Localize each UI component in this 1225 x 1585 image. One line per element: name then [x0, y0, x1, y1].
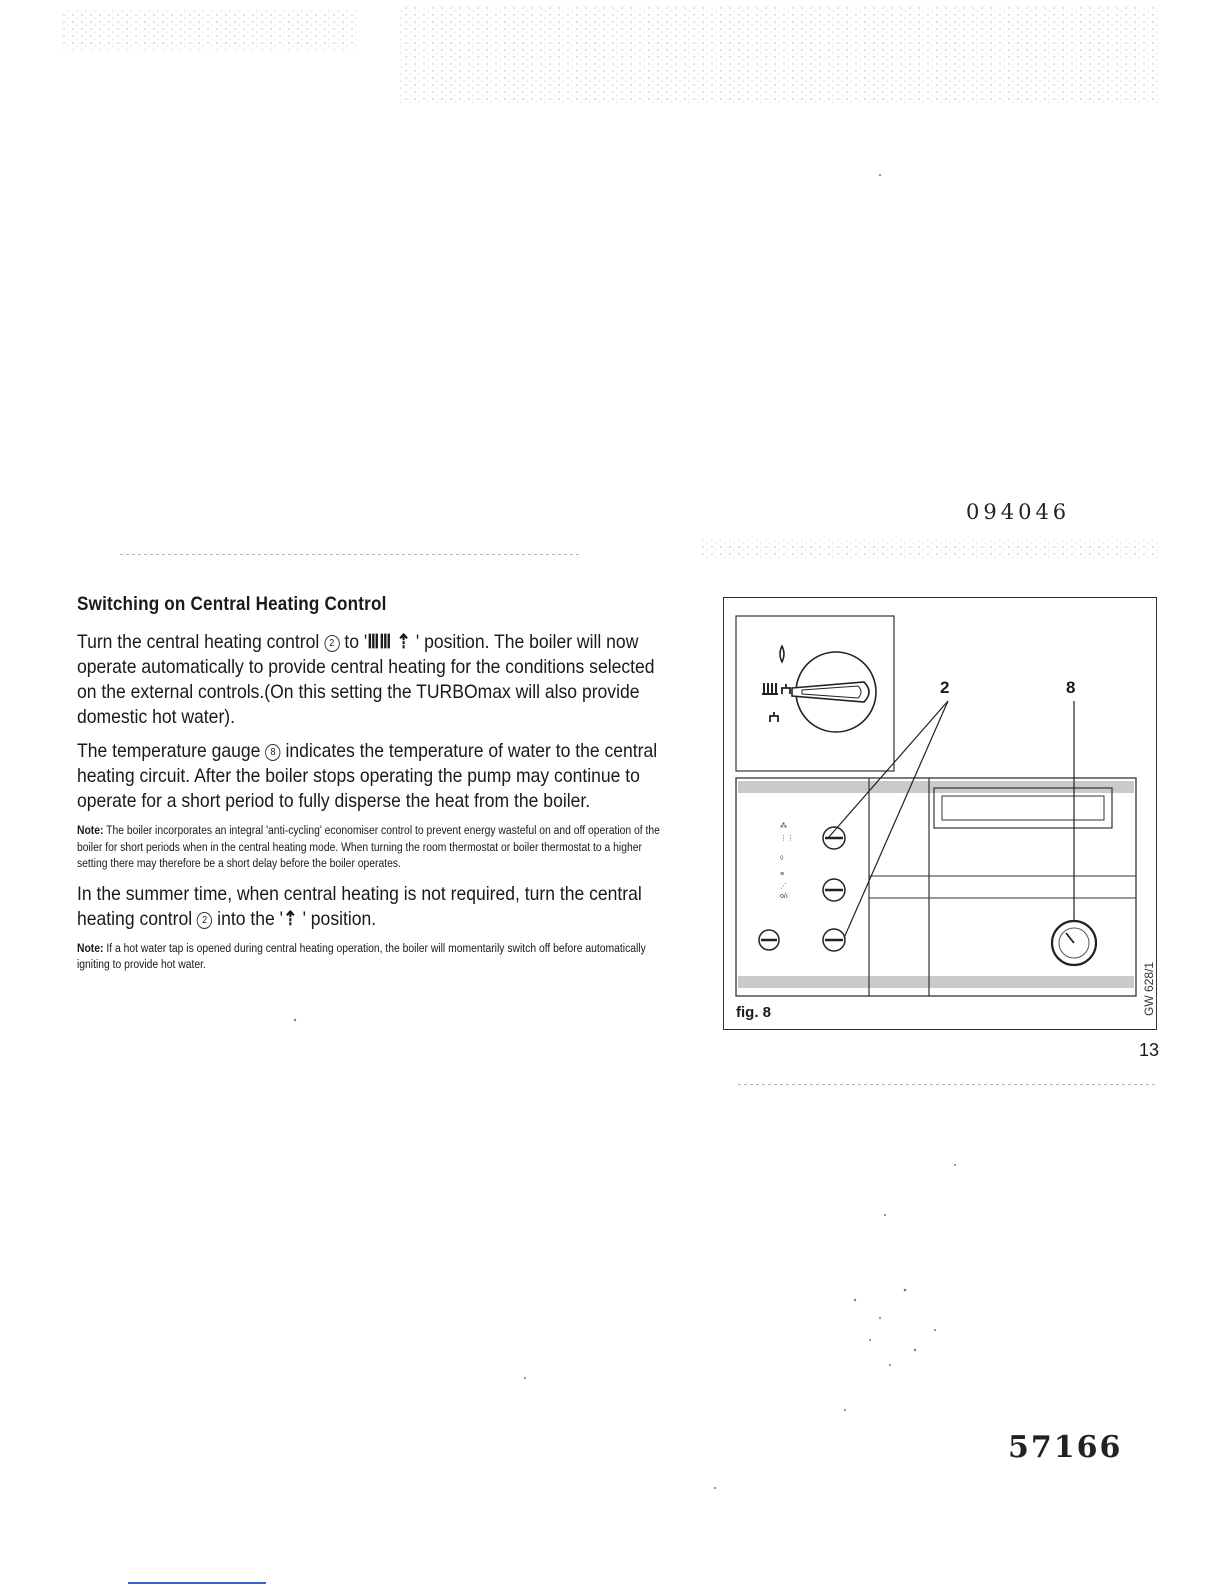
paragraph-control-operation	[77, 630, 671, 730]
paragraph-text: ' position.	[297, 907, 377, 930]
figure-control-panel	[723, 597, 1157, 1030]
paragraph-text: to '	[339, 631, 368, 653]
tap-symbol-icon: ⇡	[282, 907, 298, 930]
callout-label-2: 2	[940, 678, 950, 697]
serial-number-top: 094046	[966, 500, 1071, 524]
paragraph-text: indicates the temperature of water to the central heating circuit. After the boiler stops operating the pump may continue to operate for a short period to fully disperse the heat from the boiler.	[77, 740, 658, 812]
note-label: Note:	[77, 942, 104, 955]
note-anti-cycling	[77, 823, 671, 873]
control-panel-diagram	[724, 598, 1158, 1031]
serial-number-bottom: 57166	[1008, 1430, 1123, 1465]
svg-text:◊: ◊	[780, 855, 784, 862]
paragraph-text: The temperature gauge	[77, 740, 266, 762]
radiator-tap-symbol-icon: ⅢⅢ ⇡	[367, 631, 411, 653]
note-hot-water-tap	[77, 941, 671, 974]
radiator-icon	[762, 683, 778, 695]
selection-underline	[128, 1582, 266, 1584]
figure-code: GW 628/1	[1142, 961, 1156, 1016]
paragraph-text: In the summer time, when central heating is not required, turn the central heating control	[77, 882, 642, 930]
body-text	[77, 630, 671, 983]
reference-number-gauge: 8	[265, 744, 280, 761]
display-window	[934, 788, 1112, 828]
reference-number-control: 2	[197, 912, 212, 929]
tap-icon	[782, 684, 790, 694]
svg-text:⋰: ⋰	[780, 883, 787, 890]
note-label: Note:	[77, 825, 104, 837]
svg-text:≡: ≡	[780, 871, 785, 878]
svg-text:⋮⋮: ⋮⋮	[780, 835, 794, 842]
paragraph-text: Turn the central heating control	[77, 631, 325, 653]
flame-icon	[780, 646, 784, 662]
svg-text:⁂: ⁂	[780, 823, 787, 830]
callout-label-8: 8	[1066, 678, 1076, 697]
note-text: The boiler incorporates an integral 'anti-cycling' economiser control to prevent energy wasteful on and off operation of the boiler for short periods when in the central heating mode. When turning the room thermostat or boiler thermostat to a higher setting there may therefore be a short delay before the boiler operates.	[77, 825, 660, 870]
svg-text:o/ı: o/ı	[780, 893, 788, 900]
page-number: 13	[1139, 1040, 1160, 1060]
figure-caption: fig. 8	[736, 1004, 772, 1021]
tap-icon	[770, 712, 778, 722]
paragraph-temperature-gauge	[77, 739, 671, 814]
reference-number-control: 2	[324, 635, 339, 652]
paragraph-text: into the '	[212, 907, 283, 930]
note-text: If a hot water tap is opened during central heating operation, the boiler will momentarily switch off before automatically igniting to provide hot water.	[77, 942, 646, 971]
paragraph-summer-mode	[77, 882, 671, 932]
section-heading: Switching on Central Heating Control	[77, 594, 387, 615]
paragraph-text: ' position. The boiler will now operate automatically to provide central heating for the conditions selected on the external controls.(On this setting the TURBOmax will also provide domestic hot water).	[77, 631, 655, 728]
